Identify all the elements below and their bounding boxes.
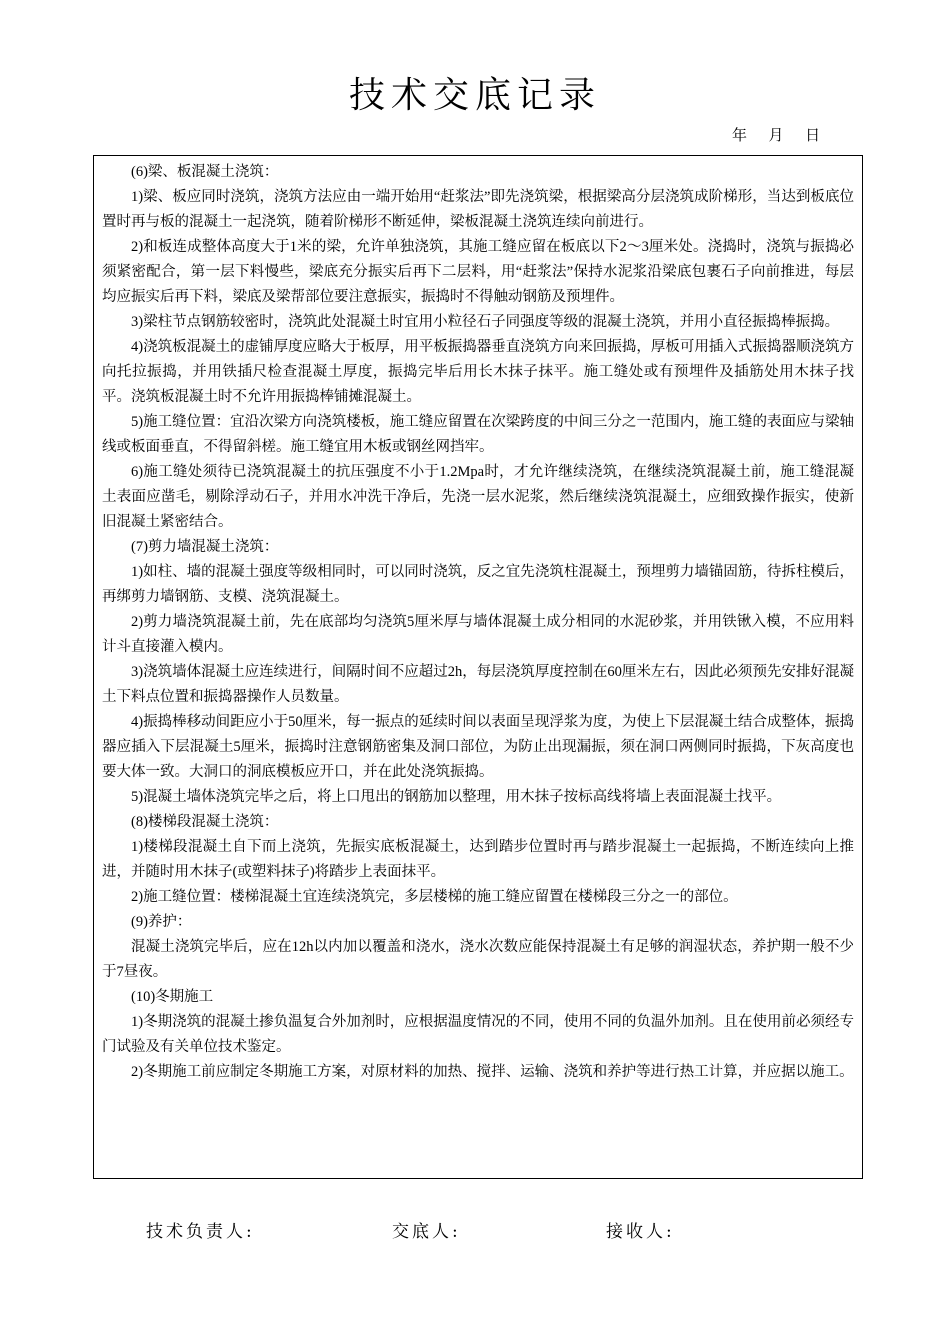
tech-lead-signature-label: 技术负责人: <box>146 1222 255 1242</box>
paragraph-section-7-heading: (7)剪力墙混凝土浇筑： <box>131 539 279 555</box>
date-line: 年 月 日 <box>732 126 825 144</box>
paragraph: 1)梁、板应同时浇筑，浇筑方法应由一端开始用“赶浆法”即先浇筑梁，根据梁高分层浇筑成阶梯形，当达到板底位置时再与板的混凝土一起浇筑，随着阶梯形不断延伸，梁板混凝土浇筑连续向前进行。 <box>102 189 854 230</box>
paragraph: 1)如柱、墙的混凝土强度等级相同时，可以同时浇筑，反之宜先浇筑柱混凝土，预埋剪力墙锚固筋，待拆柱模后，再绑剪力墙钢筋、支模、浇筑混凝土。 <box>102 564 854 605</box>
paragraph: 1)冬期浇筑的混凝土掺负温复合外加剂时，应根据温度情况的不同，使用不同的负温外加剂。且在使用前必须经专门试验及有关单位技术鉴定。 <box>102 1014 854 1055</box>
paragraph: 2)和板连成整体高度大于1米的梁，允许单独浇筑，其施工缝应留在板底以下2～3厘米处。浇捣时，浇筑与振捣必须紧密配合，第一层下料慢些，梁底充分振实后再下二层料，用“赶浆法”保持水泥浆沿梁底包裹石子向前推进，每层均应振实后再下料，梁底及梁帮部位要注意振实，振捣时不得触动钢筋及预埋件。 <box>102 239 854 305</box>
paragraph: 4)振捣棒移动间距应小于50厘米，每一振点的延续时间以表面呈现浮浆为度，为使上下层混凝土结合成整体，振捣器应插入下层混凝土5厘米，振捣时注意钢筋密集及洞口部位，为防止出现漏振，须在洞口两侧同时振捣，下灰高度也要大体一致。大洞口的洞底模板应开口，并在此处浇筑振捣。 <box>102 714 854 780</box>
paragraph: 混凝土浇筑完毕后，应在12h以内加以覆盖和浇水，浇水次数应能保持混凝土有足够的润湿状态，养护期一般不少于7昼夜。 <box>102 939 854 980</box>
paragraph: 6)施工缝处须待已浇筑混凝土的抗压强度不小于1.2Mpa时，才允许继续浇筑，在继续浇筑混凝土前，施工缝混凝土表面应凿毛，剔除浮动石子，并用水冲洗干净后，先浇一层水泥浆，然后继续浇筑混凝土，应细致操作振实，使新旧混凝土紧密结合。 <box>102 464 854 530</box>
paragraph: 2)剪力墙浇筑混凝土前，先在底部均匀浇筑5厘米厚与墙体混凝土成分相同的水泥砂浆，并用铁锹入模，不应用料计斗直接灌入模内。 <box>102 614 854 655</box>
paragraph: 5)混凝土墙体浇筑完毕之后，将上口甩出的钢筋加以整理，用木抹子按标高线将墙上表面混凝土找平。 <box>131 789 782 805</box>
paragraph-section-8-heading: (8)楼梯段混凝土浇筑： <box>131 814 279 830</box>
paragraph: 2)冬期施工前应制定冬期施工方案，对原材料的加热、搅拌、运输、浇筑和养护等进行热工计算，并应据以施工。 <box>131 1064 854 1080</box>
paragraph: 5)施工缝位置：宜沿次梁方向浇筑楼板，施工缝应留置在次梁跨度的中间三分之一范围内，施工缝的表面应与梁轴线或板面垂直，不得留斜槎。施工缝宜用木板或钢丝网挡牢。 <box>102 414 854 455</box>
paragraph: 3)梁柱节点钢筋较密时，浇筑此处混凝土时宜用小粒径石子同强度等级的混凝土浇筑，并用小直径振捣棒振捣。 <box>131 314 840 330</box>
paragraph: 1)楼梯段混凝土自下而上浇筑，先振实底板混凝土，达到踏步位置时再与踏步混凝土一起振捣，不断连续向上推进，并随时用木抹子(或塑料抹子)将踏步上表面抹平。 <box>102 839 854 880</box>
paragraph: 3)浇筑墙体混凝土应连续进行，间隔时间不应超过2h，每层浇筑厚度控制在60厘米左右，因此必须预先安排好混凝土下料点位置和振捣器操作人员数量。 <box>102 664 854 705</box>
receiver-signature-label: 接收人: <box>606 1222 675 1242</box>
paragraph-section-9-heading: (9)养护： <box>131 914 192 930</box>
paragraph-section-6-heading: (6)梁、板混凝土浇筑： <box>131 164 279 180</box>
paragraph: 4)浇筑板混凝土的虚铺厚度应略大于板厚，用平板振捣器垂直浇筑方向来回振捣，厚板可用插入式振捣器顺浇筑方向托拉振捣，并用铁插尺检查混凝土厚度，振捣完毕后用长木抹子抹平。施工缝处或有预埋件及插筋处用木抹子找平。浇筑板混凝土时不允许用振捣棒铺摊混凝土。 <box>102 339 854 405</box>
presenter-signature-label: 交底人: <box>392 1222 461 1242</box>
paragraph-section-10-heading: (10)冬期施工 <box>131 989 214 1005</box>
content-box <box>93 155 863 1179</box>
paragraph: 2)施工缝位置：楼梯混凝土宜连续浇筑完，多层楼梯的施工缝应留置在楼梯段三分之一的部位。 <box>131 889 738 905</box>
document-title: 技术交底记录 <box>348 75 601 116</box>
